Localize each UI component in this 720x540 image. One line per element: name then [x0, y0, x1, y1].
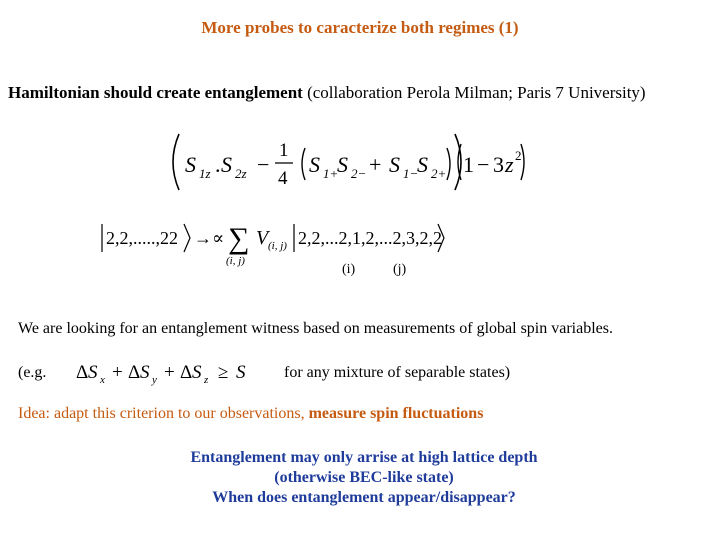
svg-text:∑: ∑ — [228, 222, 250, 255]
svg-text:x: x — [100, 374, 105, 386]
svg-text:+: + — [369, 152, 382, 177]
svg-text:2z: 2z — [235, 166, 247, 181]
svg-text:Δ: Δ — [128, 362, 141, 383]
svg-text:1: 1 — [279, 140, 289, 161]
svg-text:2: 2 — [515, 148, 522, 163]
example-close: for any mixture of separable states) — [284, 364, 511, 381]
conclusion-block — [0, 448, 720, 508]
hamiltonian-statement-bold: Hamiltonian should create entanglement — [8, 83, 303, 102]
hamiltonian-statement-rest: (collaboration Perola Milman; Paris 7 University) — [302, 83, 646, 102]
svg-text:S: S — [337, 152, 348, 177]
svg-text:S: S — [140, 362, 150, 383]
example-open: (e.g. — [18, 364, 47, 381]
svg-text:S: S — [417, 152, 428, 177]
svg-text:(i, j): (i, j) — [268, 240, 287, 252]
svg-text:y: y — [152, 374, 157, 386]
svg-text:+: + — [164, 362, 175, 383]
svg-text:1+: 1+ — [323, 166, 339, 181]
svg-text:1z: 1z — [199, 166, 211, 181]
svg-text:2+: 2+ — [431, 166, 447, 181]
idea-statement — [18, 405, 483, 423]
hamiltonian-statement — [8, 83, 646, 103]
svg-text:(i, j): (i, j) — [226, 255, 245, 267]
conclusion-line-1: Entanglement may only arrise at high lattice depth — [190, 449, 538, 466]
svg-text:2,2,.....,22: 2,2,.....,22 — [106, 228, 178, 248]
svg-text:S: S — [185, 152, 196, 177]
witness-inequality — [72, 354, 262, 393]
svg-text:≥: ≥ — [218, 362, 229, 383]
svg-text:.: . — [215, 152, 221, 177]
svg-text:3: 3 — [493, 152, 504, 177]
site-label-j: (j) — [393, 262, 407, 277]
idea-statement-text: Idea: adapt this criterion to our observations, — [18, 405, 309, 422]
slide-title: More probes to caracterize both regimes (1) — [201, 18, 519, 37]
conclusion-line-3: When does entanglement appear/disappear? — [212, 489, 516, 506]
svg-text:−: − — [257, 152, 270, 177]
svg-text:Δ: Δ — [76, 362, 89, 383]
svg-text:V: V — [256, 227, 269, 249]
svg-text:4: 4 — [278, 168, 288, 189]
site-label-i: (i) — [342, 262, 356, 277]
svg-text:S: S — [192, 362, 202, 383]
svg-text:S: S — [88, 362, 98, 383]
svg-text:−: − — [477, 152, 490, 177]
svg-text:z: z — [204, 374, 209, 386]
svg-text:Δ: Δ — [180, 362, 193, 383]
svg-text:→: → — [194, 228, 212, 248]
svg-text:1−: 1− — [403, 166, 419, 181]
svg-text:1: 1 — [463, 152, 474, 177]
svg-text:+: + — [112, 362, 123, 383]
svg-text:S: S — [309, 152, 320, 177]
svg-text:2−: 2− — [351, 166, 367, 181]
svg-text:S: S — [389, 152, 400, 177]
svg-text:∝: ∝ — [212, 228, 225, 248]
svg-text:2,2,...2,1,2,...2,3,2,2: 2,2,...2,1,2,...2,3,2,2 — [298, 228, 442, 248]
svg-text:z: z — [505, 152, 514, 177]
conclusion-line-2: (otherwise BEC-like state) — [274, 469, 454, 486]
witness-statement: We are looking for an entanglement witness based on measurements of global spin variables. — [18, 320, 613, 337]
svg-text:S: S — [236, 362, 246, 383]
svg-text:S: S — [221, 152, 232, 177]
idea-statement-bold: measure spin fluctuations — [308, 405, 484, 422]
hamiltonian-equation — [165, 130, 525, 199]
